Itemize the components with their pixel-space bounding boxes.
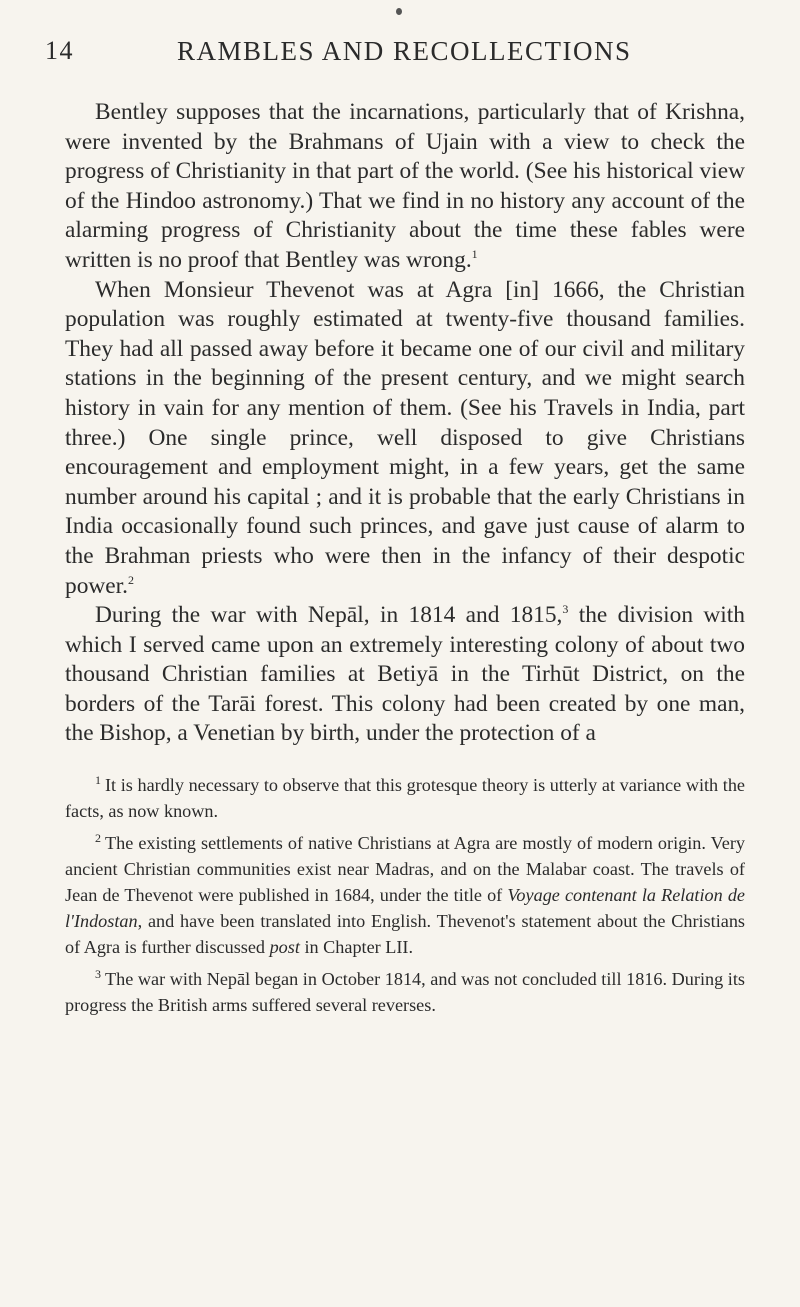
footnote-ref: 1 [471, 247, 478, 262]
running-head [45, 28, 745, 74]
footnote-ref: 3 [562, 602, 569, 617]
paragraph [65, 601, 745, 749]
paragraph-text: Bentley supposes that the incarnations, particularly that of Krishna, were invented by the Brahmans of Ujain with a view to check the progress of Christianity in that part of the world. (See his historical view of the Hindoo astronomy.) That we find in no history any account of the alarming progress of Christianity about the time these fables were written is no proof that Bentley was wrong. [65, 99, 745, 273]
footnote-text: It is hardly necessary to observe that this grotesque theory is utterly at variance with the facts, as now known. [65, 775, 745, 822]
footnote [65, 767, 745, 824]
running-title: RAMBLES AND RECOLLECTIONS [177, 36, 632, 66]
footnote-mark: 3 [95, 966, 101, 981]
footnote-italic: post [269, 937, 300, 958]
footnote-mark: 1 [95, 773, 101, 788]
footnote-ref: 2 [128, 572, 135, 587]
book-page [45, 28, 745, 1018]
paragraph [65, 276, 745, 602]
paragraph-text: During the war with Nepāl, in 1814 and 1815, [95, 602, 563, 629]
footnote-text: The existing settlements of native Christians at Agra are mostly of modern origin. Very ancient Christian communities exist near Madras, and on the Malabar coast. The travels of Jean de Thevenot were published in 1684, under the title of [65, 832, 745, 905]
footnote [65, 825, 745, 961]
main-text [65, 98, 745, 749]
page-number: 14 [45, 36, 74, 65]
footnote-text: , and have been translated into English. Thevenot's statement about the Christians of Agra is further discussed [65, 911, 745, 958]
footnote-text: in Chapter LII. [299, 937, 414, 958]
footnote-mark: 2 [95, 830, 101, 845]
footnote-italic: Voyage contenant la Relation de l'Indostan [65, 885, 745, 932]
printer-mark [396, 8, 402, 15]
footnotes [65, 767, 745, 1018]
paragraph-text: the division with which I served came upon an extremely interesting colony of about two thousand Christian families at Betiyā in the Tirhūt District, on the borders of the Tarāi forest. This colony had been created by one man, the Bishop, a Venetian by birth, under the protection of a [65, 602, 745, 747]
footnote [65, 961, 745, 1018]
paragraph-text: When Monsieur Thevenot was at Agra [in] 1666, the Christian population was roughly estimated at twenty-five thousand families. They had all passed away before it became one of our civil and military stations in the beginning of the present century, and we might search history in vain for any mention of them. (See his Travels in India, part three.) One single prince, well disposed to give Christians encouragement and employment might, in a few years, get the same number around his capital ; and it is probable that the early Christians in India occasionally found such princes, and gave just cause of alarm to the Brahman priests who were then in the infancy of their despotic power. [65, 276, 745, 599]
paragraph [65, 98, 745, 276]
footnote-text: The war with Nepāl began in October 1814, and was not concluded till 1816. During its progress the British arms suffered several reverses. [65, 968, 745, 1015]
